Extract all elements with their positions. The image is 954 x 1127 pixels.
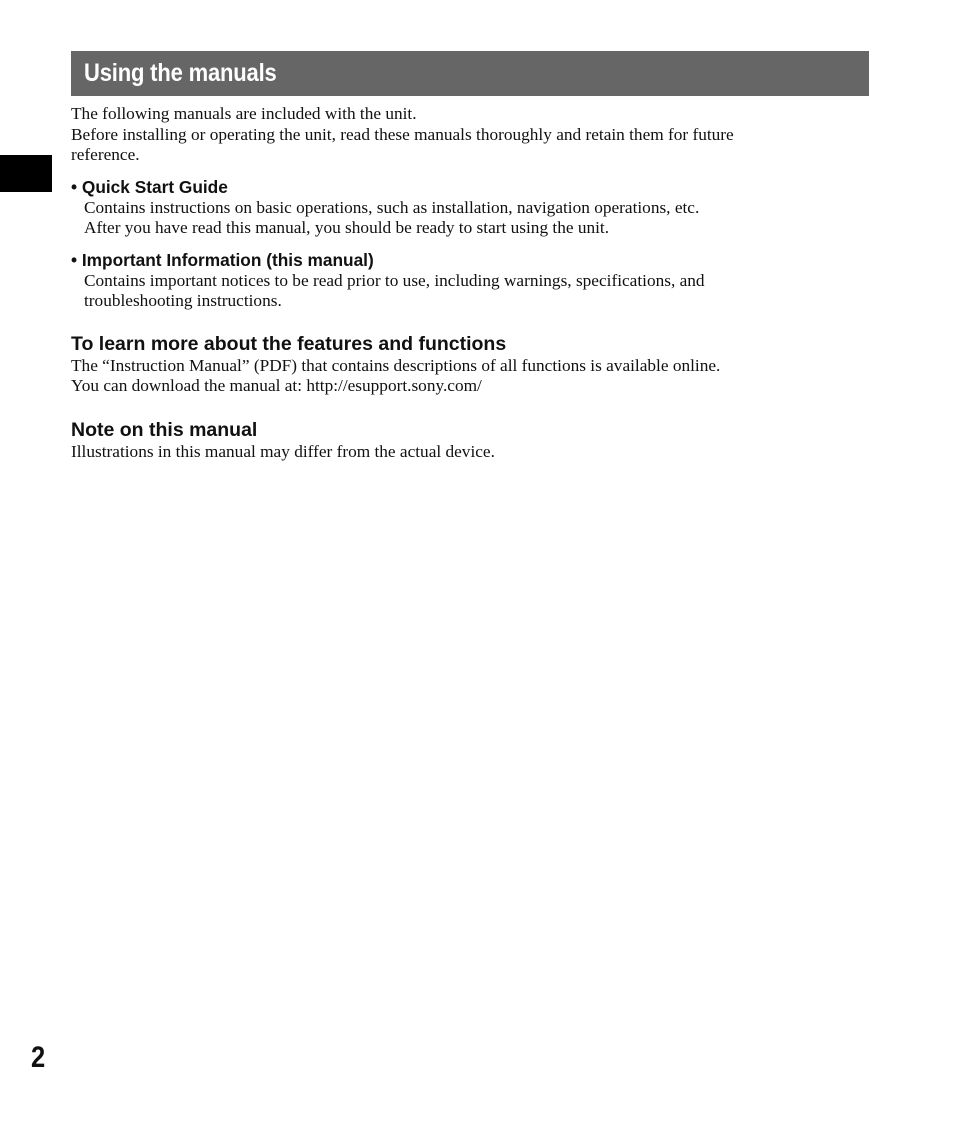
section-heading: To learn more about the features and functions <box>71 332 507 355</box>
main-content <box>71 104 861 462</box>
intro-line: reference. <box>71 145 140 164</box>
section-heading: Note on this manual <box>71 418 258 441</box>
description-line: After you have read this manual, you should be ready to start using the unit. <box>84 218 610 237</box>
manual-item-heading <box>71 249 861 271</box>
section-tab-marker <box>0 155 52 192</box>
body-line: Illustrations in this manual may differ from the actual device. <box>71 441 495 461</box>
manual-item-important-information <box>71 249 861 312</box>
intro-line: Before installing or operating the unit, read these manuals thoroughly and retain them for future <box>71 124 734 144</box>
description-line: Contains important notices to be read prior to use, including warnings, specifications, and <box>84 270 705 290</box>
manual-item-title: Quick Start Guide <box>81 176 228 197</box>
section-body <box>71 442 861 463</box>
manual-item-heading <box>71 176 861 198</box>
bullet-marker: • <box>71 249 78 270</box>
page-number: 2 <box>31 1041 46 1074</box>
manual-item-description <box>71 198 861 239</box>
intro-paragraph <box>71 104 861 166</box>
description-line: troubleshooting instructions. <box>84 291 282 310</box>
note-section <box>71 418 861 463</box>
body-line: The “Instruction Manual” (PDF) that contains descriptions of all functions is available online. <box>71 355 721 375</box>
intro-line: The following manuals are included with the unit. <box>71 104 417 123</box>
learn-more-section <box>71 332 861 397</box>
manual-item-description <box>71 271 861 312</box>
manual-item-title: Important Information (this manual) <box>81 249 374 270</box>
title-bar <box>71 51 869 96</box>
body-line: You can download the manual at: http://esupport.sony.com/ <box>71 376 482 395</box>
description-line: Contains instructions on basic operations, such as installation, navigation operations, etc. <box>84 197 700 217</box>
manual-item-quick-start <box>71 176 861 239</box>
page-title: Using the manuals <box>84 59 277 87</box>
bullet-marker: • <box>71 176 78 197</box>
section-body <box>71 356 861 397</box>
